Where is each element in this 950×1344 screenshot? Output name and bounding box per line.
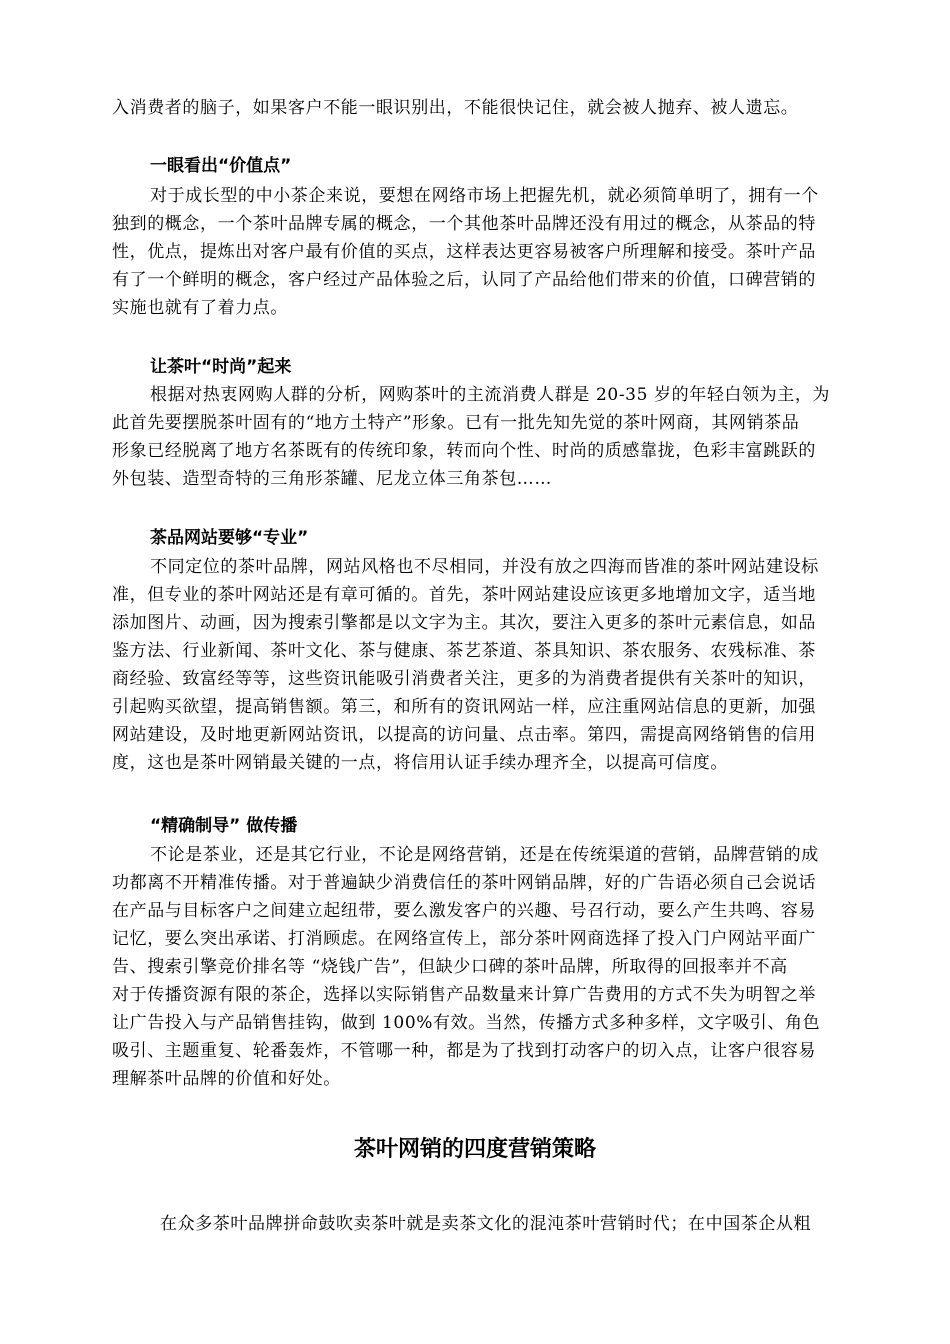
- section-heading: 一眼看出“价值点”: [150, 156, 292, 176]
- paragraph-line: 独到的概念，一个茶叶品牌专属的概念，一个其他茶叶品牌还没有用过的概念，从茶品的特: [112, 214, 816, 234]
- paragraph-line: 形象已经脱离了地方名茶既有的传统印象，转而向个性、时尚的质感靠拢，色彩丰富跳跃的: [112, 441, 816, 461]
- paragraph-line: 有了一个鲜明的概念，客户经过产品体验之后，认同了产品给他们带来的价值，口碑营销的: [112, 270, 816, 290]
- paragraph-line: 对于传播资源有限的茶企，选择以实际销售产品数量来计算广告费用的方式不失为明智之举: [112, 985, 816, 1005]
- paragraph-line: 网站建设，及时地更新网站资讯，以提高的访问量、点击率。第四，需提高网络销售的信用: [112, 725, 816, 745]
- paragraph-line: 准，但专业的茶叶网站还是有章可循的。首先，茶叶网站建设应该更多地增加文字，适当地: [112, 585, 816, 605]
- paragraph-line: 度，这也是茶叶网销最关键的一点，将信用认证手续办理齐全，以提高可信度。: [112, 753, 728, 773]
- paragraph-line: 此首先要摆脱茶叶固有的“地方土特产”形象。已有一批先知先觉的茶叶网商，其网销茶品: [112, 413, 800, 433]
- paragraph-line: 记忆，要么突出承诺、打消顾虑。在网络宣传上，部分茶叶网商选择了投入门户网站平面广: [112, 929, 816, 949]
- paragraph-line: 根据对热衷网购人群的分析，网购茶叶的主流消费人群是 20-35 岁的年轻白领为主，为: [150, 385, 831, 405]
- paragraph-line: 外包装、造型奇特的三角形茶罐、尼龙立体三角茶包……: [112, 469, 552, 489]
- paragraph-line: 引起购买欲望，提高销售额。第三，和所有的资讯网站一样，应注重网站信息的更新，加强: [112, 697, 816, 717]
- paragraph-line: 商经验、致富经等等，这些资讯能吸引消费者关注，更多的为消费者提供有关茶叶的知识，: [112, 669, 816, 689]
- section-heading: 让茶叶“时尚”起来: [150, 357, 292, 377]
- section-heading: “精确制导” 做传播: [150, 816, 298, 836]
- paragraph-line: 不同定位的茶叶品牌，网站风格也不尽相同，并没有放之四海而皆准的茶叶网站建设标: [150, 557, 819, 577]
- paragraph-line: 吸引、主题重复、轮番轰炸，不管哪一种，都是为了找到打动客户的切入点，让客户很容易: [112, 1041, 816, 1061]
- paragraph-line: 实施也就有了着力点。: [112, 298, 288, 318]
- paragraph-line: 对于成长型的中小茶企来说，要想在网络市场上把握先机，就必须简单明了，拥有一个: [150, 186, 819, 206]
- paragraph-line: 让广告投入与产品销售挂钩，做到 100%有效。当然，传播方式多种多样，文字吸引、角色: [112, 1013, 821, 1033]
- paragraph-line: 性，优点，提炼出对客户最有价值的买点，这样表达更容易被客户所理解和接受。茶叶产品: [112, 242, 816, 262]
- paragraph-line: 告、搜索引擎竞价排名等 “烧钱广告”，但缺少口碑的茶叶品牌，所取得的回报率并不高: [112, 957, 788, 977]
- paragraph-line: 不论是茶业，还是其它行业，不论是网络营销，还是在传统渠道的营销，品牌营销的成: [150, 845, 819, 865]
- intro-line: 入消费者的脑子，如果客户不能一眼识别出，不能很快记住，就会被人抛弃、被人遗忘。: [112, 98, 799, 118]
- paragraph-line: 在众多茶叶品牌拼命鼓吹卖茶叶就是卖茶文化的混沌茶叶营销时代；在中国茶企从粗: [160, 1214, 812, 1234]
- paragraph-line: 理解茶叶品牌的价值和好处。: [112, 1069, 341, 1089]
- section-heading: 茶品网站要够“专业”: [150, 528, 309, 548]
- chapter-title: 茶叶网销的四度营销策略: [353, 1137, 596, 1162]
- paragraph-line: 鉴方法、行业新闻、茶叶文化、茶与健康、茶艺茶道、茶具知识、茶农服务、农残标准、茶: [112, 641, 816, 661]
- paragraph-line: 在产品与目标客户之间建立起纽带，要么激发客户的兴趣、号召行动，要么产生共鸣、容易: [112, 901, 816, 921]
- paragraph-line: 功都离不开精准传播。对于普遍缺少消费信任的茶叶网销品牌，好的广告语必须自己会说话: [112, 873, 816, 893]
- paragraph-line: 添加图片、动画，因为搜索引擎都是以文字为主。其次，要注入更多的茶叶元素信息，如品: [112, 613, 816, 633]
